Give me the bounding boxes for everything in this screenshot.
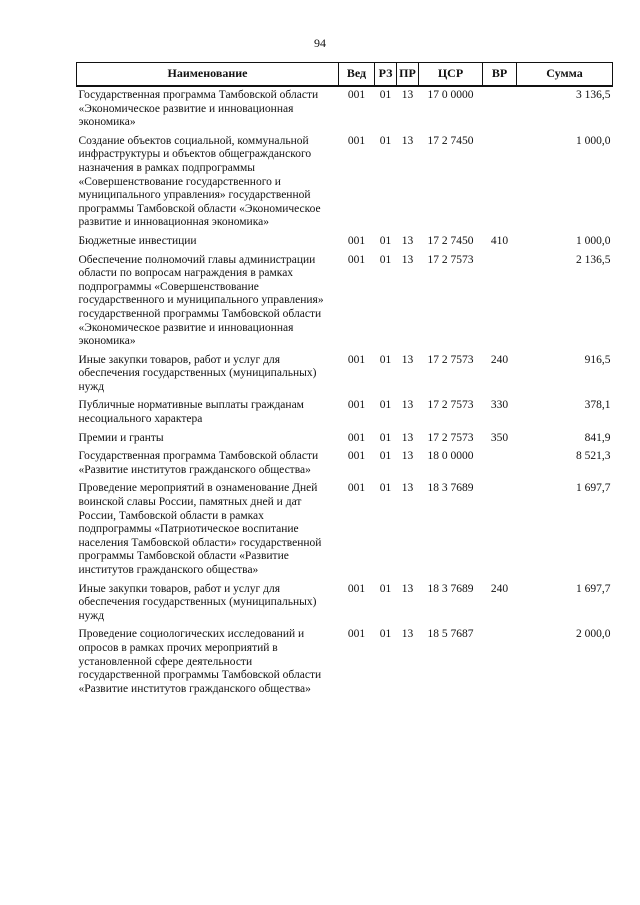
cell-ved: 001 bbox=[347, 450, 366, 463]
cell-name: Государственная программа Тамбовской области «Развитие институтов гражданского общества» bbox=[78, 450, 319, 476]
cell-vr bbox=[483, 86, 517, 133]
cell-rz: 01 bbox=[379, 399, 392, 412]
cell-vr bbox=[483, 448, 517, 480]
cell-name: Государственная программа Тамбовской области «Экономическое развитие и инновационная экономика» bbox=[78, 89, 319, 129]
cell-pr: 13 bbox=[401, 234, 414, 247]
table-header bbox=[77, 63, 613, 87]
cell-csr: 17 2 7450 bbox=[427, 134, 474, 147]
cell-name: Иные закупки товаров, работ и услуг для обеспечения государственных (муниципальных) нужд bbox=[78, 353, 317, 393]
cell-vr bbox=[483, 626, 517, 699]
table-row bbox=[77, 86, 613, 133]
header-sum: Сумма bbox=[517, 63, 613, 87]
cell-rz: 01 bbox=[379, 353, 392, 366]
cell-pr: 13 bbox=[401, 253, 414, 266]
cell-vr bbox=[483, 252, 517, 352]
cell-ved: 001 bbox=[347, 89, 366, 101]
cell-sum: 1 000,0 bbox=[576, 134, 611, 147]
header-pr: ПР bbox=[397, 63, 419, 87]
cell-sum: 378,1 bbox=[584, 399, 611, 412]
cell-ved: 001 bbox=[347, 582, 366, 595]
table-row bbox=[77, 430, 613, 449]
cell-vr bbox=[483, 480, 517, 580]
cell-rz: 01 bbox=[379, 89, 392, 101]
header-vr: ВР bbox=[483, 63, 517, 87]
cell-vr: 240 bbox=[490, 582, 509, 595]
cell-name: Бюджетные инвестиции bbox=[78, 234, 197, 247]
cell-rz: 01 bbox=[379, 450, 392, 463]
cell-csr: 18 3 7689 bbox=[427, 582, 474, 595]
header-rz: РЗ bbox=[375, 63, 397, 87]
cell-csr: 18 3 7689 bbox=[427, 482, 474, 495]
table-row bbox=[77, 397, 613, 429]
cell-pr: 13 bbox=[401, 431, 414, 444]
cell-ved: 001 bbox=[347, 134, 366, 147]
cell-name: Создание объектов социальной, коммунальной инфраструктуры и объектов общегражданского назначения в рамках подпрограммы «Совершенствование государственного и муниципального управления» государственной программы Тамбовской области «Экономическое развитие и инновационная экономика» bbox=[78, 134, 321, 229]
cell-csr: 17 2 7450 bbox=[427, 234, 474, 247]
table-row bbox=[77, 626, 613, 699]
cell-vr bbox=[483, 133, 517, 233]
cell-rz: 01 bbox=[379, 628, 392, 641]
table-row bbox=[77, 252, 613, 352]
cell-ved: 001 bbox=[347, 431, 366, 444]
cell-ved: 001 bbox=[347, 399, 366, 412]
cell-sum: 8 521,3 bbox=[576, 450, 611, 463]
table-row bbox=[77, 352, 613, 398]
table-row bbox=[77, 448, 613, 480]
cell-pr: 13 bbox=[401, 628, 414, 641]
header-name: Наименование bbox=[77, 63, 339, 87]
cell-vr: 240 bbox=[490, 353, 509, 366]
cell-sum: 916,5 bbox=[584, 353, 611, 366]
header-row bbox=[77, 63, 613, 87]
cell-rz: 01 bbox=[379, 234, 392, 247]
cell-rz: 01 bbox=[379, 482, 392, 495]
table-body bbox=[77, 86, 613, 699]
budget-table bbox=[76, 62, 613, 699]
cell-rz: 01 bbox=[379, 253, 392, 266]
cell-sum: 2 000,0 bbox=[576, 628, 611, 641]
table-row bbox=[77, 133, 613, 233]
table-row bbox=[77, 581, 613, 627]
cell-ved: 001 bbox=[347, 253, 366, 266]
cell-sum: 2 136,5 bbox=[576, 253, 611, 266]
cell-sum: 841,9 bbox=[584, 431, 611, 444]
table-row bbox=[77, 233, 613, 252]
cell-vr: 350 bbox=[490, 431, 509, 444]
cell-name: Публичные нормативные выплаты гражданам несоциального характера bbox=[78, 399, 304, 426]
cell-vr: 330 bbox=[490, 399, 509, 412]
cell-ved: 001 bbox=[347, 234, 366, 247]
cell-pr: 13 bbox=[401, 399, 414, 412]
cell-csr: 17 2 7573 bbox=[427, 353, 474, 366]
cell-vr: 410 bbox=[490, 234, 509, 247]
header-csr: ЦСР bbox=[419, 63, 483, 87]
cell-name: Обеспечение полномочий главы администрации области по вопросам награждения в рамках подпрограммы «Совершенствование государственного и муниципального управления» государственной программы Тамбовской области «Экономическое развитие и инновационная экономика» bbox=[78, 253, 324, 348]
cell-name: Премии и гранты bbox=[78, 431, 164, 444]
cell-csr: 18 5 7687 bbox=[427, 628, 474, 641]
page-number: 94 bbox=[314, 36, 326, 50]
cell-csr: 17 2 7573 bbox=[427, 431, 474, 444]
cell-csr: 18 0 0000 bbox=[427, 450, 474, 463]
cell-rz: 01 bbox=[379, 582, 392, 595]
cell-csr: 17 2 7573 bbox=[427, 399, 474, 412]
cell-sum: 1 697,7 bbox=[576, 582, 611, 595]
cell-pr: 13 bbox=[401, 353, 414, 366]
cell-name: Проведение социологических исследований и опросов в рамках прочих мероприятий в установленной сфере деятельности государственной программы Тамбовской области «Развитие институтов гражданского общества» bbox=[78, 628, 322, 695]
cell-pr: 13 bbox=[401, 582, 414, 595]
cell-ved: 001 bbox=[347, 482, 366, 495]
cell-csr: 17 2 7573 bbox=[427, 253, 474, 266]
table-row bbox=[77, 480, 613, 580]
cell-ved: 001 bbox=[347, 353, 366, 366]
cell-rz: 01 bbox=[379, 134, 392, 147]
cell-pr: 13 bbox=[401, 482, 414, 495]
cell-name: Проведение мероприятий в ознаменование Дней воинской славы России, памятных дней и дат России, Тамбовской области в рамках подпрограммы «Патриотическое воспитание населения Тамбовской области» государственной программы Тамбовской области «Развитие институтов гражданского общества» bbox=[78, 482, 322, 576]
header-ved: Вед bbox=[339, 63, 375, 87]
cell-pr: 13 bbox=[401, 89, 414, 101]
cell-name: Иные закупки товаров, работ и услуг для обеспечения государственных (муниципальных) нужд bbox=[78, 582, 317, 622]
cell-sum: 1 000,0 bbox=[576, 234, 611, 247]
cell-csr: 17 0 0000 bbox=[427, 89, 474, 101]
cell-sum: 3 136,5 bbox=[576, 89, 611, 101]
cell-pr: 13 bbox=[401, 450, 414, 463]
cell-rz: 01 bbox=[379, 431, 392, 444]
cell-ved: 001 bbox=[347, 628, 366, 641]
cell-sum: 1 697,7 bbox=[576, 482, 611, 495]
cell-pr: 13 bbox=[401, 134, 414, 147]
